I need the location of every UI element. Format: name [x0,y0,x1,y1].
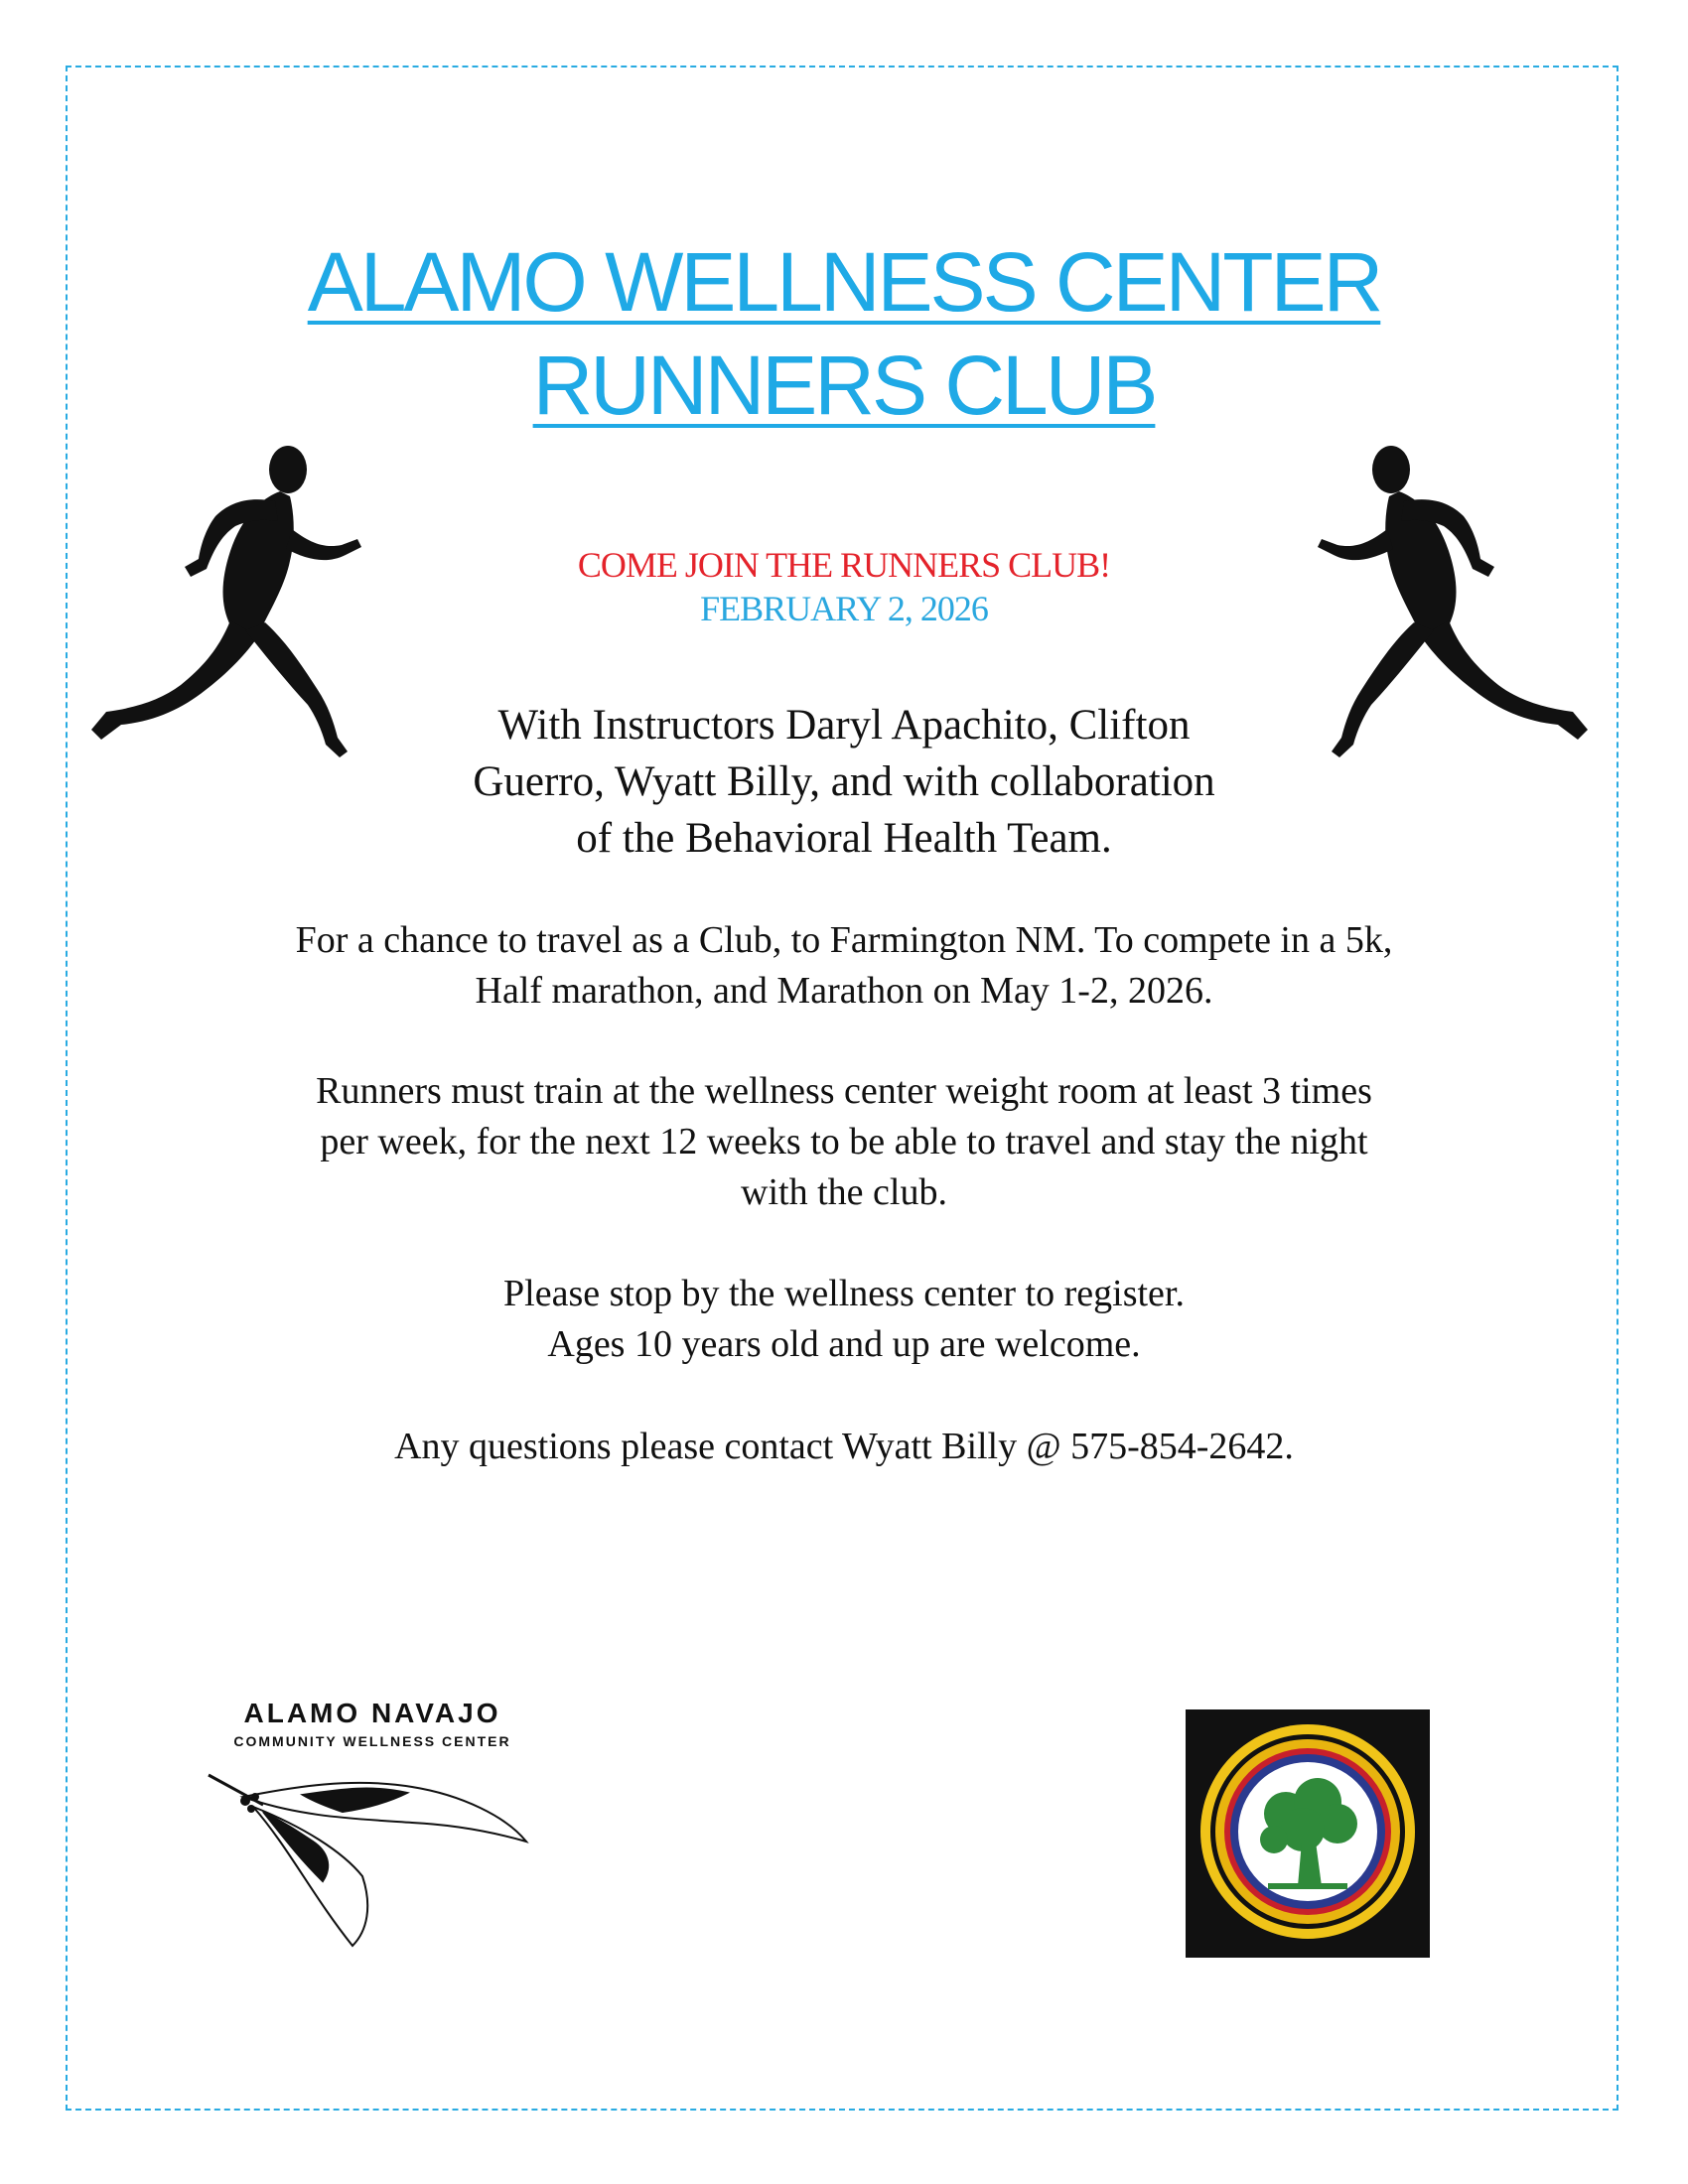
alamo-navajo-logo [204,1698,541,1956]
page-title [0,230,1688,437]
tree-seal-logo-icon [1186,1709,1430,1958]
registration-paragraph: Please stop by the wellness center to register. Ages 10 years old and up are welcome. [503,1273,1185,1365]
training-paragraph: Runners must train at the wellness center weight room at least 3 times per week, for the next 12 weeks to be able to travel and stay the night with the club. [316,1070,1372,1213]
title-line-1: ALAMO WELLNESS CENTER [307,235,1381,329]
event-date: FEBRUARY 2, 2026 [700,589,988,628]
logo-subtitle: COMMUNITY WELLNESS CENTER [233,1733,511,1749]
instructors-paragraph: With Instructors Daryl Apachito, Clifton Guerro, Wyatt Billy, and with collaboration of the Behavioral Health Team. [473,702,1215,862]
feather-logo-icon [204,1757,541,1956]
logo-name: ALAMO NAVAJO [243,1698,501,1728]
contact-paragraph: Any questions please contact Wyatt Billy @ 575-854-2642. [394,1426,1294,1467]
title-line-2: RUNNERS CLUB [532,339,1156,432]
tagline: COME JOIN THE RUNNERS CLUB! [577,545,1111,585]
travel-paragraph: For a chance to travel as a Club, to Farmington NM. To compete in a 5k, Half marathon, and Marathon on May 1-2, 2026. [295,919,1393,1012]
